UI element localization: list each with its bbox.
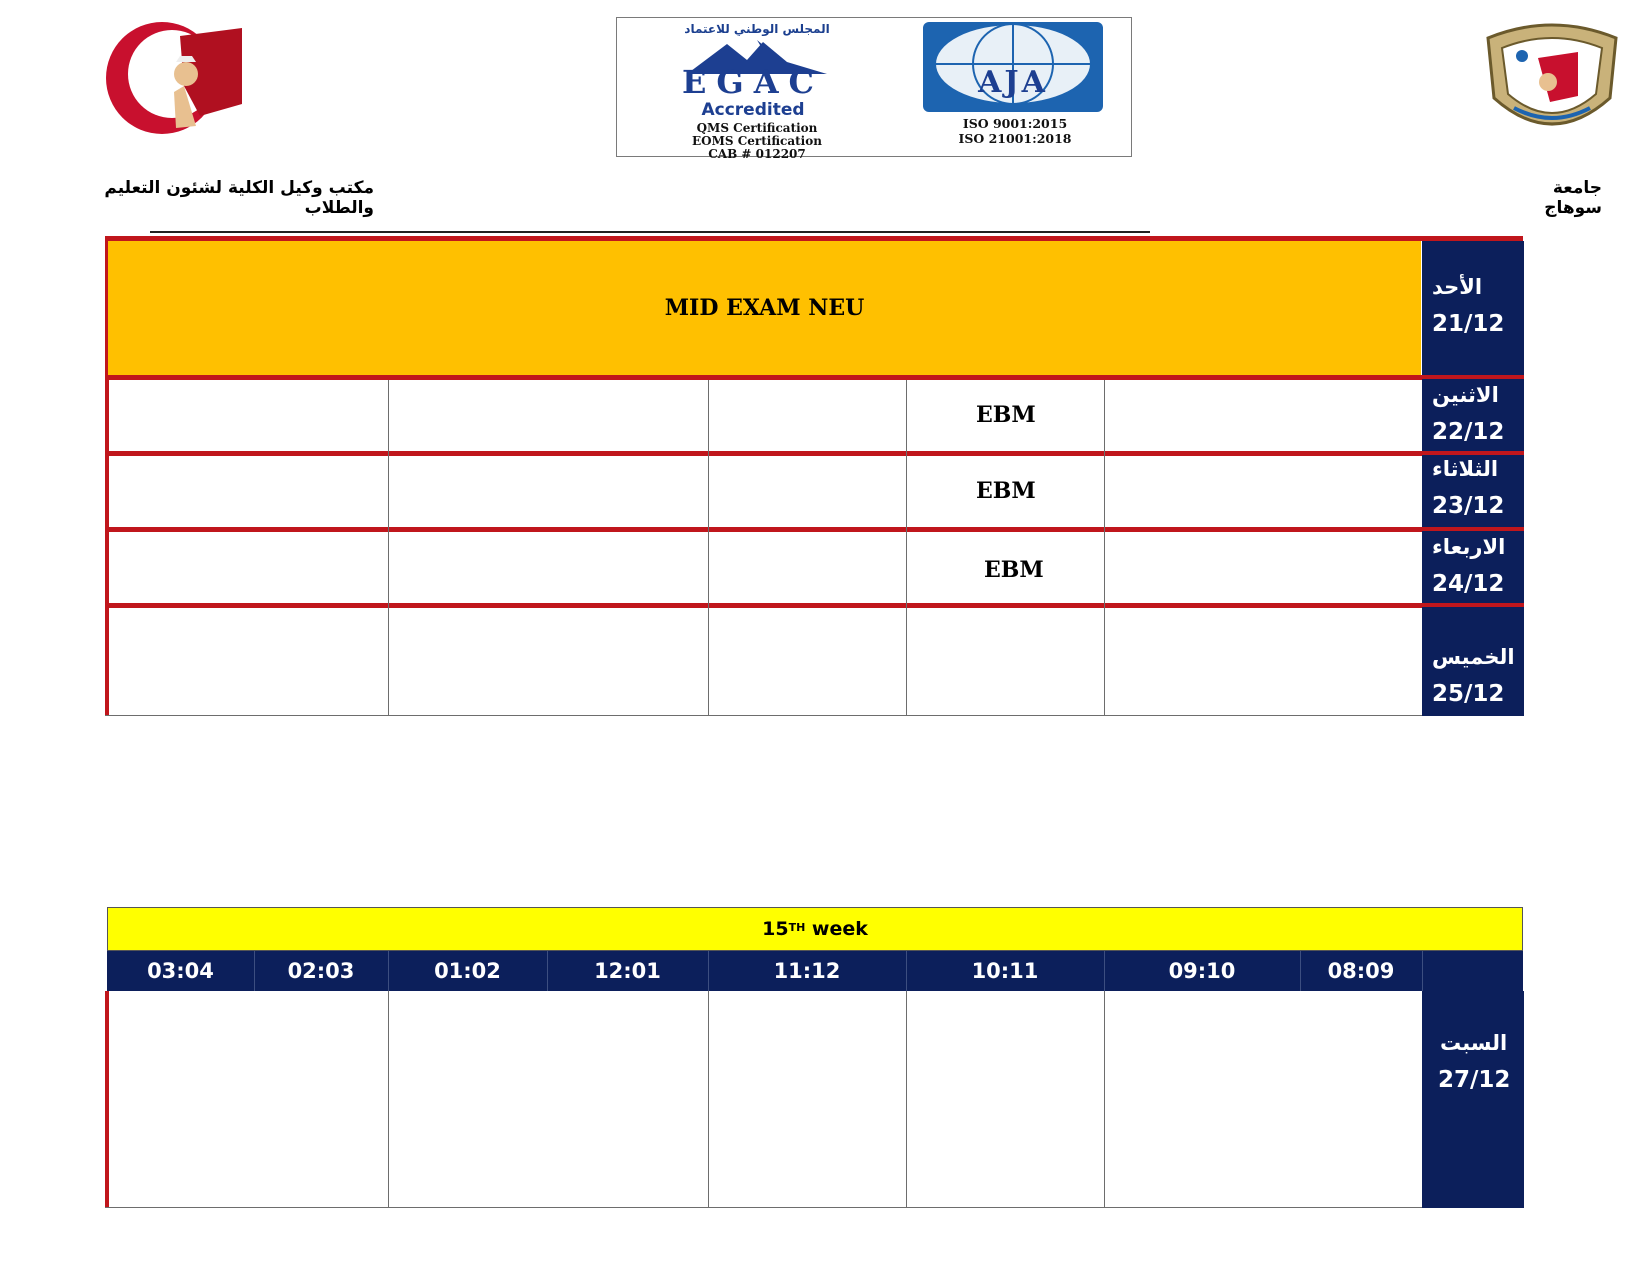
day-date: 23/12 xyxy=(1432,493,1505,519)
day-separator xyxy=(1422,451,1524,455)
egac-certifications xyxy=(627,122,887,161)
day-cell-sunday xyxy=(1422,241,1524,375)
day-date: 25/12 xyxy=(1432,681,1505,707)
day-cell-tuesday xyxy=(1422,455,1524,528)
row-separator xyxy=(105,527,1422,532)
iso-certifications xyxy=(917,116,1113,146)
egac-qms-line: QMS Certification xyxy=(696,121,818,135)
row-separator xyxy=(105,451,1422,456)
egac-arabic-text: المجلس الوطني للاعتماد xyxy=(684,22,830,36)
time-slot-header: 01:02 xyxy=(434,959,501,983)
day-date: 24/12 xyxy=(1432,571,1505,597)
day-date: 22/12 xyxy=(1432,419,1505,445)
aja-name: AJA xyxy=(978,65,1048,100)
day-name: الثلاثاء xyxy=(1432,457,1499,481)
university-name: جامعة سوهاج xyxy=(1544,178,1602,218)
header-divider xyxy=(150,231,1150,233)
table-bottom-border xyxy=(105,1207,1523,1208)
row-separator xyxy=(105,375,1422,380)
column-divider xyxy=(708,991,709,1208)
day-name: الاربعاء xyxy=(1432,535,1506,559)
iso-9001-line: ISO 9001:2015 xyxy=(962,116,1068,131)
column-divider xyxy=(708,380,709,716)
time-slot-header: 11:12 xyxy=(773,959,841,983)
column-divider xyxy=(388,380,389,716)
sohag-university-seal-logo xyxy=(1478,18,1626,146)
table-left-border xyxy=(105,991,109,1208)
faculty-of-medicine-logo xyxy=(92,16,260,136)
column-divider xyxy=(906,380,907,716)
column-divider xyxy=(1104,991,1105,1208)
time-slots-header xyxy=(107,951,1523,991)
day-cell-monday xyxy=(1422,379,1524,452)
time-slot-header: 03:04 xyxy=(147,959,214,983)
time-slot-header: 12:01 xyxy=(594,959,661,983)
accreditation-banner xyxy=(616,17,1132,161)
day-cell-wednesday xyxy=(1422,531,1524,604)
time-slot-header: 02:03 xyxy=(287,959,355,983)
time-slot-header: 09:10 xyxy=(1168,959,1236,983)
egac-eoms-line: EOMS Certification xyxy=(692,134,822,148)
iso-21001-line: ISO 21001:2018 xyxy=(958,131,1072,146)
week-title-bar xyxy=(107,907,1523,951)
week-number: 15 xyxy=(762,918,789,940)
day-cell-thursday xyxy=(1422,607,1524,716)
egac-accredited-label: Accredited xyxy=(701,100,805,120)
day-separator xyxy=(1422,375,1524,379)
day-name: الاثنين xyxy=(1432,383,1499,407)
egac-name: EGAC xyxy=(681,63,824,101)
week-word: week xyxy=(805,918,868,940)
egac-cab-line: CAB # 012207 xyxy=(708,147,806,161)
week-ordinal-suffix: TH xyxy=(788,920,806,934)
day-separator xyxy=(1422,603,1524,607)
schedule-entry-ebm: EBM xyxy=(976,478,1036,504)
time-separator xyxy=(1422,951,1423,991)
mid-exam-banner: MID EXAM NEU xyxy=(108,241,1421,375)
day-date: 21/12 xyxy=(1432,311,1505,337)
schedule-entry-ebm: EBM xyxy=(984,557,1044,583)
day-name: السبت xyxy=(1440,1031,1508,1055)
column-divider xyxy=(388,991,389,1208)
table-bottom-border xyxy=(105,715,1523,716)
row-separator xyxy=(105,603,1422,608)
day-date: 27/12 xyxy=(1438,1067,1511,1093)
day-cell-saturday xyxy=(1422,991,1524,1208)
office-name: مكتب وكيل الكلية لشئون التعليم والطلاب xyxy=(104,178,374,218)
schedule-entry-ebm: EBM xyxy=(976,402,1036,428)
time-slot-header: 08:09 xyxy=(1327,959,1395,983)
day-name: الأحد xyxy=(1432,275,1483,299)
day-name: الخميس xyxy=(1432,645,1515,669)
day-separator xyxy=(1422,527,1524,531)
column-divider xyxy=(906,991,907,1208)
column-divider xyxy=(1104,380,1105,716)
time-slot-header: 10:11 xyxy=(971,959,1039,983)
